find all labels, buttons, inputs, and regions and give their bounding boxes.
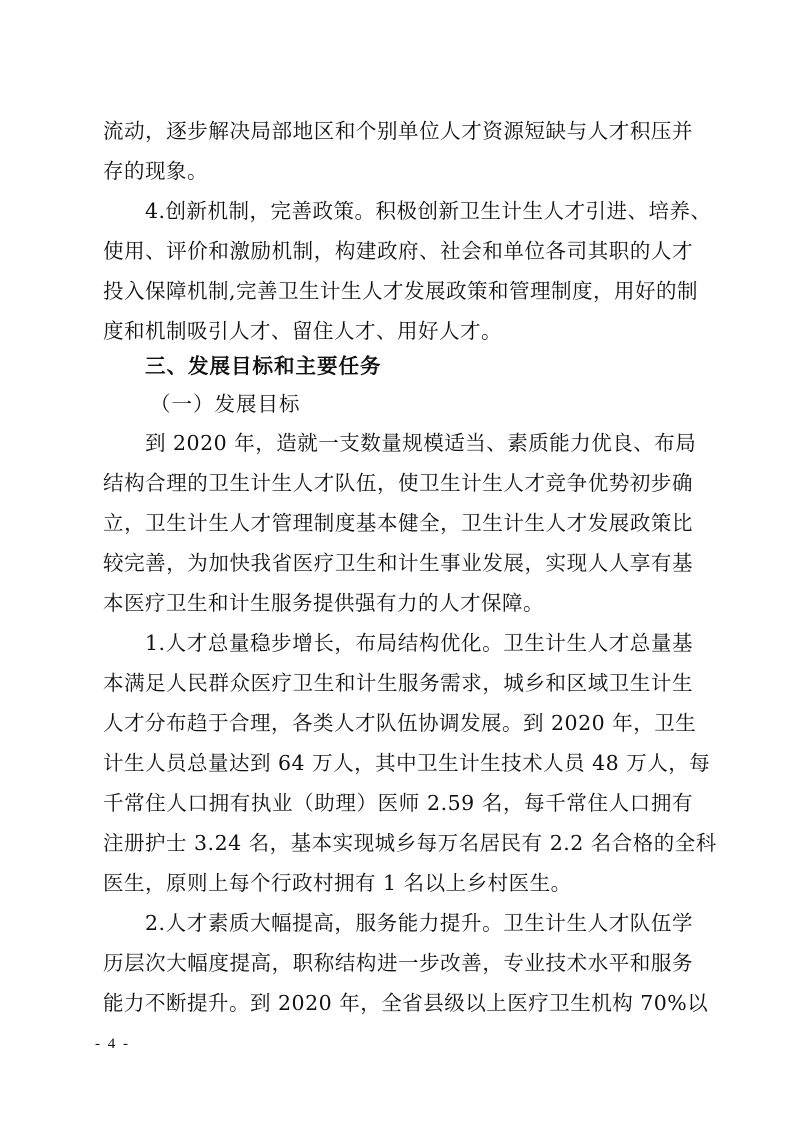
- text-line: 注册护士 3.24 名，基本实现城乡每万名居民有 2.2 名合格的全科: [103, 831, 717, 855]
- text-line: 历层次大幅度提高，职称结构进一步改善，专业技术水平和服务: [103, 951, 693, 975]
- subsection-heading: （一）发展目标: [150, 392, 301, 416]
- text-line: 本医疗卫生和计生服务提供强有力的人才保障。: [103, 591, 544, 615]
- text-line: 计生人员总量达到 64 万人，其中卫生计生技术人员 48 万人，每: [103, 751, 711, 775]
- text-line: 4.创新机制，完善政策。积极创新卫生计生人才引进、培养、: [145, 199, 712, 223]
- text-line: 千常住人口拥有执业（助理）医师 2.59 名，每千常住人口拥有: [103, 791, 693, 815]
- text-line: 本满足人民群众医疗卫生和计生服务需求，城乡和区域卫生计生: [103, 671, 693, 695]
- text-line: 存的现象。: [103, 159, 208, 183]
- text-line: 较完善，为加快我省医疗卫生和计生事业发展，实现人人享有基: [103, 551, 693, 575]
- text-line: 到 2020 年，造就一支数量规模适当、素质能力优良、布局: [145, 431, 697, 455]
- text-line: 立，卫生计生人才管理制度基本健全，卫生计生人才发展政策比: [103, 511, 693, 535]
- page-number: - 4 -: [95, 1036, 130, 1052]
- section-heading: 三、发展目标和主要任务: [145, 354, 382, 378]
- text-line: 医生，原则上每个行政村拥有 1 名以上乡村医生。: [103, 871, 572, 895]
- text-line: 人才分布趋于合理，各类人才队伍协调发展。到 2020 年，卫生: [103, 711, 697, 735]
- text-line: 能力不断提升。到 2020 年，全省县级以上医疗卫生机构 70%以: [103, 991, 709, 1015]
- text-line: 结构合理的卫生计生人才队伍，使卫生计生人才竞争优势初步确: [103, 471, 693, 495]
- text-line: 使用、评价和激励机制，构建政府、社会和单位各司其职的人才: [103, 239, 693, 263]
- text-line: 流动，逐步解决局部地区和个别单位人才资源短缺与人才积压并: [103, 119, 693, 143]
- text-line: 度和机制吸引人才、留住人才、用好人才。: [103, 319, 502, 343]
- text-line: 1.人才总量稳步增长，布局结构优化。卫生计生人才总量基: [145, 631, 693, 655]
- text-line: 投入保障机制,完善卫生计生人才发展政策和管理制度，用好的制: [103, 279, 699, 303]
- text-line: 2.人才素质大幅提高，服务能力提升。卫生计生人才队伍学: [145, 911, 693, 935]
